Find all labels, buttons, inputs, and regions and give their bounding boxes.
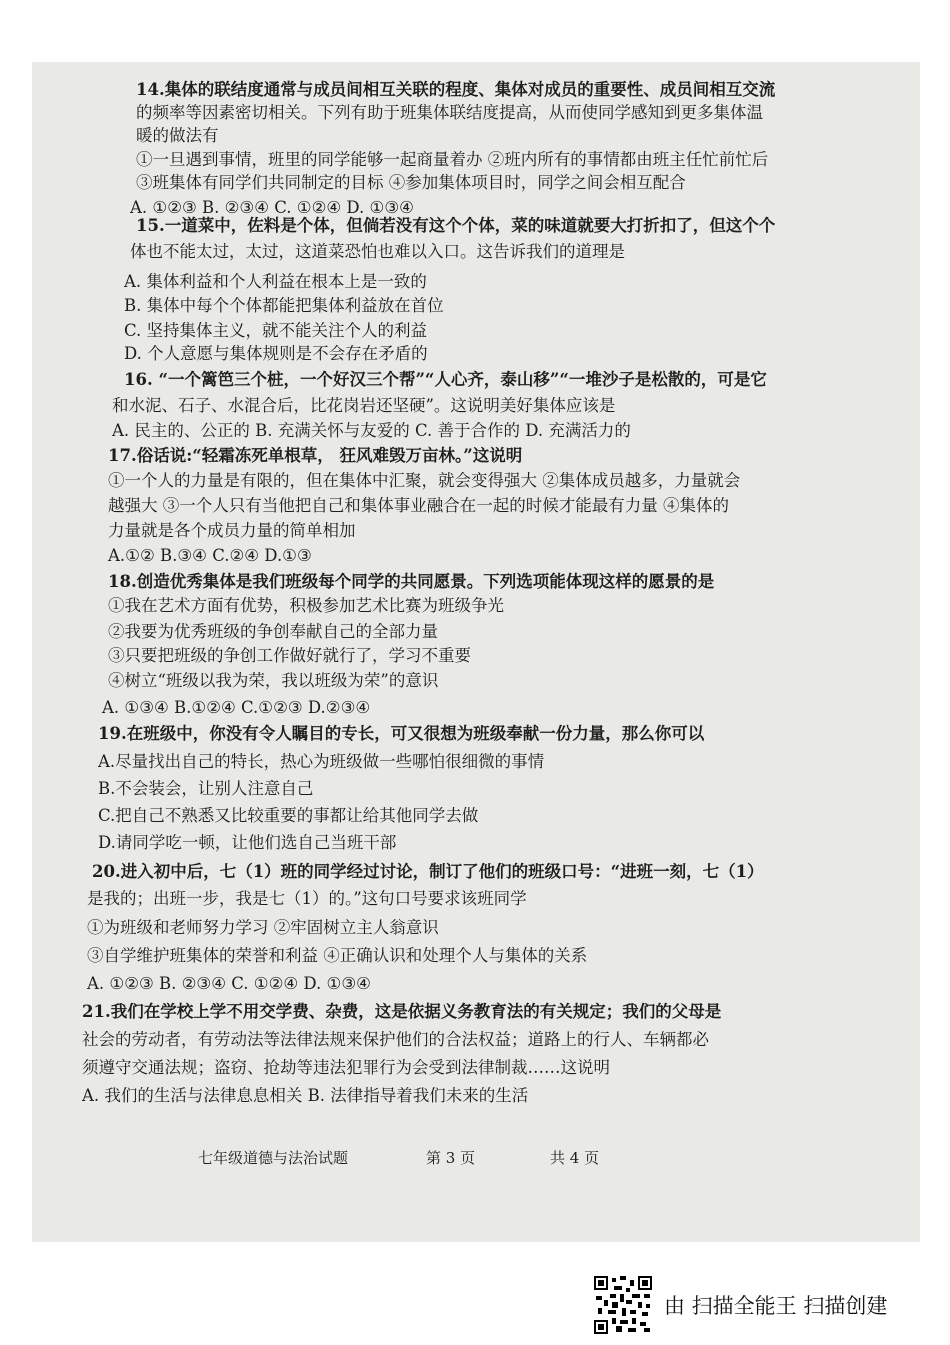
- scanned-exam-page: [32, 62, 920, 1242]
- text-line: A. 集体利益和个人利益在根本上是一致的: [124, 272, 427, 291]
- question-stem-line: 21.我们在学校上学不用交学费、杂费，这是依据义务教育法的有关规定；我们的父母是: [82, 1002, 722, 1021]
- text-line: ②我要为优秀班级的争创奉献自己的全部力量: [108, 622, 438, 641]
- question-stem-line: 16. “一个篱笆三个桩，一个好汉三个帮”“人心齐，泰山移”“一堆沙子是松散的，可是它: [124, 370, 767, 389]
- qr-code-icon: [594, 1276, 652, 1334]
- scanner-watermark: [594, 1276, 887, 1334]
- text-line: A. ①②③ B. ②③④ C. ①②④ D. ①③④: [87, 974, 371, 993]
- text-line: ①一个人的力量是有限的，但在集体中汇聚，就会变得强大 ②集体成员越多，力量就会: [108, 471, 741, 490]
- question-stem-line: 20.进入初中后，七（1）班的同学经过讨论，制订了他们的班级口号：“进班一刻，七（1）: [92, 862, 764, 881]
- footer-total-pages: 共 4 页: [550, 1149, 600, 1167]
- text-line: A. ①②③ B. ②③④ C. ①②④ D. ①③④: [130, 198, 414, 217]
- text-line: 和水泥、石子、水混合后，比花岗岩还坚硬”。这说明美好集体应该是: [112, 396, 616, 415]
- text-line: ③自学维护班集体的荣誉和利益 ④正确认识和处理个人与集体的关系: [87, 946, 588, 965]
- question-stem-line: 19.在班级中，你没有令人瞩目的专长，可又很想为班级奉献一份力量，那么你可以: [98, 724, 705, 743]
- text-line: 社会的劳动者，有劳动法等法律法规来保护他们的合法权益；道路上的行人、车辆都必: [82, 1030, 709, 1049]
- text-line: ①我在艺术方面有优势，积极参加艺术比赛为班级争光: [108, 596, 504, 615]
- scanner-caption: 由 扫描全能王 扫描创建: [664, 1294, 888, 1318]
- text-line: ③班集体有同学们共同制定的目标 ④参加集体项目时，同学之间会相互配合: [136, 173, 686, 192]
- text-line: A.①② B.③④ C.②④ D.①③: [108, 546, 312, 565]
- text-line: 是我的；出班一步，我是七（1）的。”这句口号要求该班同学: [87, 889, 527, 908]
- text-line: 暖的做法有: [136, 126, 219, 145]
- text-line: ④树立“班级以我为荣，我以班级为荣”的意识: [108, 671, 439, 690]
- text-line: D.请同学吃一顿，让他们选自己当班干部: [98, 833, 397, 852]
- text-line: B. 集体中每个个体都能把集体利益放在首位: [124, 296, 444, 315]
- text-line: D. 个人意愿与集体规则是不会存在矛盾的: [124, 344, 428, 363]
- question-stem-line: 17.俗话说:“轻霜冻死单根草， 狂风难毁万亩林。”这说明: [108, 446, 523, 465]
- text-line: C. 坚持集体主义，就不能关注个人的利益: [124, 321, 428, 340]
- text-line: A. 我们的生活与法律息息相关 B. 法律指导着我们未来的生活: [82, 1086, 529, 1105]
- text-line: 力量就是各个成员力量的简单相加: [108, 521, 356, 540]
- text-line: C.把自己不熟悉又比较重要的事都让给其他同学去做: [98, 806, 479, 825]
- text-line: 须遵守交通法规；盗窃、抢劫等违法犯罪行为会受到法律制裁……这说明: [82, 1058, 610, 1077]
- footer-page-number: 第 3 页: [426, 1149, 476, 1167]
- question-stem-line: 18.创造优秀集体是我们班级每个同学的共同愿景。下列选项能体现这样的愿景的是: [108, 572, 715, 591]
- question-stem-line: 15.一道菜中，佐料是个体，但倘若没有这个个体，菜的味道就要大打折扣了，但这个个: [136, 216, 776, 235]
- text-line: 越强大 ③一个人只有当他把自己和集体事业融合在一起的时候才能最有力量 ④集体的: [108, 496, 729, 515]
- text-line: B.不会装会，让别人注意自己: [98, 779, 314, 798]
- text-line: 体也不能太过，太过，这道菜恐怕也难以入口。这告诉我们的道理是: [130, 242, 625, 261]
- text-line: ①为班级和老师努力学习 ②牢固树立主人翁意识: [87, 918, 439, 937]
- text-line: ①一旦遇到事情，班里的同学能够一起商量着办 ②班内所有的事情都由班主任忙前忙后: [136, 150, 769, 169]
- question-stem-line: 14.集体的联结度通常与成员间相互关联的程度、集体对成员的重要性、成员间相互交流: [136, 80, 776, 99]
- text-line: A.尽量找出自己的特长，热心为班级做一些哪怕很细微的事情: [98, 752, 545, 771]
- footer-subject: 七年级道德与法治试题: [198, 1149, 349, 1167]
- text-line: A. ①③④ B.①②④ C.①②③ D.②③④: [102, 698, 371, 717]
- text-line: ③只要把班级的争创工作做好就行了，学习不重要: [108, 646, 471, 665]
- text-line: A. 民主的、公正的 B. 充满关怀与友爱的 C. 善于合作的 D. 充满活力的: [112, 421, 631, 440]
- text-line: 的频率等因素密切相关。下列有助于班集体联结度提高，从而使同学感知到更多集体温: [136, 103, 763, 122]
